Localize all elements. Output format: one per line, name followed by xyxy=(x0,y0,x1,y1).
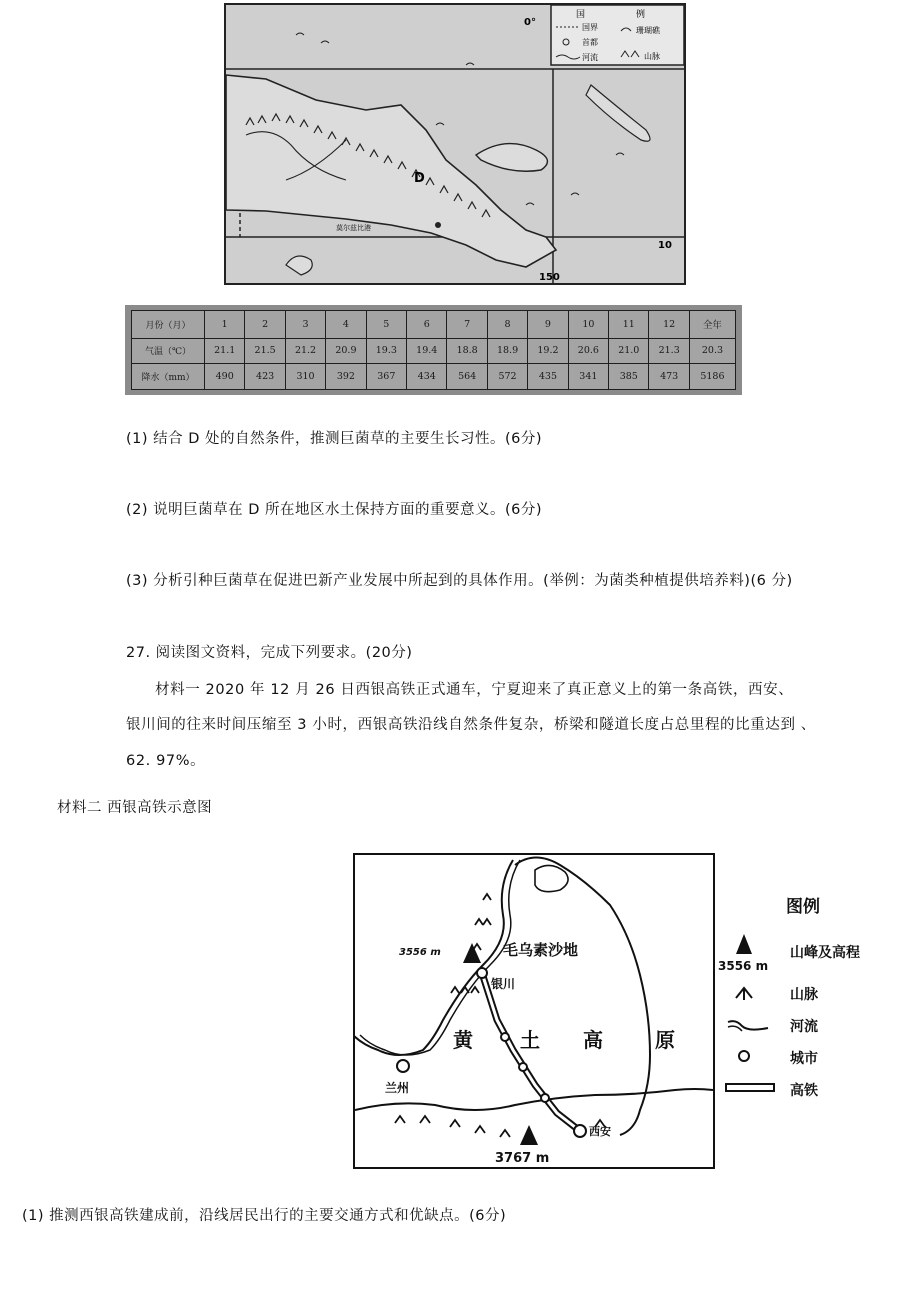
map-legend-title-right: 例 xyxy=(636,10,646,20)
material-1-line-1: 材料一 2020 年 12 月 26 日西银高铁正式通车，宁夏迎来了真正意义上的第一条高铁，西安、 xyxy=(155,682,794,698)
legend-mountain-label: 山脉 xyxy=(644,52,660,61)
table-cell: 21.2 xyxy=(285,338,325,364)
high-speed-rail-outer xyxy=(482,973,580,1131)
material-2-title: 材料二 西银高铁示意图 xyxy=(57,800,213,816)
legend-title: 图例 xyxy=(786,897,820,917)
legend-peak-value: 3556 m xyxy=(718,959,769,973)
plateau-label-2: 土 xyxy=(520,1028,540,1052)
table-cell: 572 xyxy=(487,364,527,390)
city-marker xyxy=(541,1094,549,1102)
island-outline xyxy=(226,75,556,267)
table-row-temperature xyxy=(132,338,736,364)
table-cell: 气温（℃） xyxy=(132,338,205,364)
legend-city-label: 城市 xyxy=(790,1051,818,1067)
table-cell: 21.3 xyxy=(649,338,689,364)
table-cell: 341 xyxy=(568,364,608,390)
table-cell: 9 xyxy=(528,311,568,339)
river-legend-icon xyxy=(718,1012,778,1038)
table-cell: 490 xyxy=(205,364,245,390)
desert-outline xyxy=(535,865,568,891)
table-cell: 367 xyxy=(366,364,406,390)
material-1-line-2: 银川间的往来时间压缩至 3 小时，西银高铁沿线自然条件复杂，桥梁和隧道长度占总里程的比重达到 、 xyxy=(126,717,816,733)
table-cell: 19.3 xyxy=(366,338,406,364)
city-yinchuan xyxy=(477,968,487,978)
peak-north-label: 3556 m xyxy=(399,947,441,958)
table-row-precipitation xyxy=(132,364,736,390)
high-speed-rail-inner xyxy=(482,973,580,1131)
lat-label-top: 0° xyxy=(524,17,536,28)
city-xian xyxy=(574,1125,586,1137)
table-cell: 423 xyxy=(245,364,285,390)
yinchuan-label: 银川 xyxy=(491,977,516,991)
peak-south-icon xyxy=(520,1125,538,1145)
legend-row-peak xyxy=(718,930,893,974)
peak-legend-icon xyxy=(718,930,778,974)
legend-mountain-label: 山脉 xyxy=(790,987,818,1003)
new-ireland-island xyxy=(586,85,650,141)
desert-label: 毛乌素沙地 xyxy=(503,941,579,959)
table-cell: 18.8 xyxy=(447,338,487,364)
table-cell: 19.4 xyxy=(407,338,447,364)
table-cell: 20.9 xyxy=(326,338,366,364)
table-cell: 21.5 xyxy=(245,338,285,364)
new-britain-island xyxy=(476,144,547,172)
table-cell: 月份（月） xyxy=(132,311,205,339)
table-cell: 473 xyxy=(649,364,689,390)
legend-row-rail xyxy=(718,1076,893,1102)
city-lanzhou xyxy=(397,1060,409,1072)
question-b-1: (1) 推测西银高铁建成前，沿线居民出行的主要交通方式和优缺点。(6分) xyxy=(22,1208,507,1224)
xian-label: 西安 xyxy=(589,1125,611,1138)
map-legend-title-left: 国 xyxy=(576,10,586,20)
table-cell: 12 xyxy=(649,311,689,339)
peak-south-label: 3767 m xyxy=(495,1151,550,1166)
legend-capital-label: 首都 xyxy=(582,38,598,47)
plateau-label-1: 黄 xyxy=(453,1028,473,1052)
capital-marker xyxy=(435,222,441,228)
legend-rail-label: 高铁 xyxy=(790,1083,818,1099)
question-27-heading: 27. 阅读图文资料，完成下列要求。(20分) xyxy=(126,645,413,661)
city-marker xyxy=(501,1033,509,1041)
climate-data-table xyxy=(131,310,736,390)
table-cell: 3 xyxy=(285,311,325,339)
table-cell: 20.6 xyxy=(568,338,608,364)
plateau-label-3: 高 xyxy=(583,1028,603,1052)
table-cell: 21.0 xyxy=(609,338,649,364)
material-1-line-3: 62. 97%。 xyxy=(126,753,206,769)
table-cell: 18.9 xyxy=(487,338,527,364)
lon-label: 150 xyxy=(539,272,560,283)
legend-river-label: 河流 xyxy=(790,1019,818,1035)
lanzhou-label: 兰州 xyxy=(385,1081,410,1095)
table-cell: 降水（mm） xyxy=(132,364,205,390)
legend-river-label: 河流 xyxy=(582,53,598,62)
table-cell: 5186 xyxy=(689,364,735,390)
papua-new-guinea-map xyxy=(224,3,686,285)
legend-row-city xyxy=(718,1044,893,1070)
table-cell: 1 xyxy=(205,311,245,339)
legend-peak-label: 山峰及高程 xyxy=(790,945,860,961)
rail-legend-icon xyxy=(718,1076,778,1102)
table-cell: 4 xyxy=(326,311,366,339)
region-label: 莫尔兹比港 xyxy=(336,224,371,232)
point-d-label: D xyxy=(414,171,425,186)
table-cell: 7 xyxy=(447,311,487,339)
mountain-ranges xyxy=(395,894,605,1137)
table-cell: 21.1 xyxy=(205,338,245,364)
lat-label-bottom: 10 xyxy=(658,240,672,251)
table-header-row xyxy=(132,311,736,339)
legend-border-label: 国界 xyxy=(582,23,598,32)
table-cell: 10 xyxy=(568,311,608,339)
table-cell: 11 xyxy=(609,311,649,339)
table-cell: 310 xyxy=(285,364,325,390)
table-cell: 全年 xyxy=(689,311,735,339)
table-cell: 385 xyxy=(609,364,649,390)
city-marker xyxy=(519,1063,527,1071)
rail-map-svg xyxy=(355,855,713,1167)
legend-reef-label: 珊瑚礁 xyxy=(636,26,660,35)
table-cell: 434 xyxy=(407,364,447,390)
table-cell: 2 xyxy=(245,311,285,339)
question-2: (2) 说明巨菌草在 D 所在地区水土保持方面的重要意义。(6分) xyxy=(126,502,543,518)
table-cell: 5 xyxy=(366,311,406,339)
question-1: (1) 结合 D 处的自然条件，推测巨菌草的主要生长习性。(6分) xyxy=(126,431,543,447)
city-legend-icon xyxy=(718,1044,778,1070)
table-cell: 564 xyxy=(447,364,487,390)
mountain-legend-icon xyxy=(718,980,778,1006)
table-cell: 392 xyxy=(326,364,366,390)
legend-row-river xyxy=(718,1012,893,1038)
rail-map-legend xyxy=(718,892,893,1107)
table-cell: 435 xyxy=(528,364,568,390)
table-cell: 6 xyxy=(407,311,447,339)
table-cell: 8 xyxy=(487,311,527,339)
plateau-label-4: 原 xyxy=(655,1028,675,1052)
climate-table xyxy=(125,305,742,395)
legend-row-mountain xyxy=(718,980,893,1006)
map-svg xyxy=(226,5,684,283)
australia-coast xyxy=(286,256,312,275)
table-cell: 20.3 xyxy=(689,338,735,364)
map-legend-box xyxy=(551,5,684,65)
xi-yin-railway-map xyxy=(353,853,715,1169)
question-3: (3) 分析引种巨菌草在促进巴新产业发展中所起到的具体作用。(举例：为菌类种植提供培养料)(6 分) xyxy=(126,573,793,589)
table-cell: 19.2 xyxy=(528,338,568,364)
